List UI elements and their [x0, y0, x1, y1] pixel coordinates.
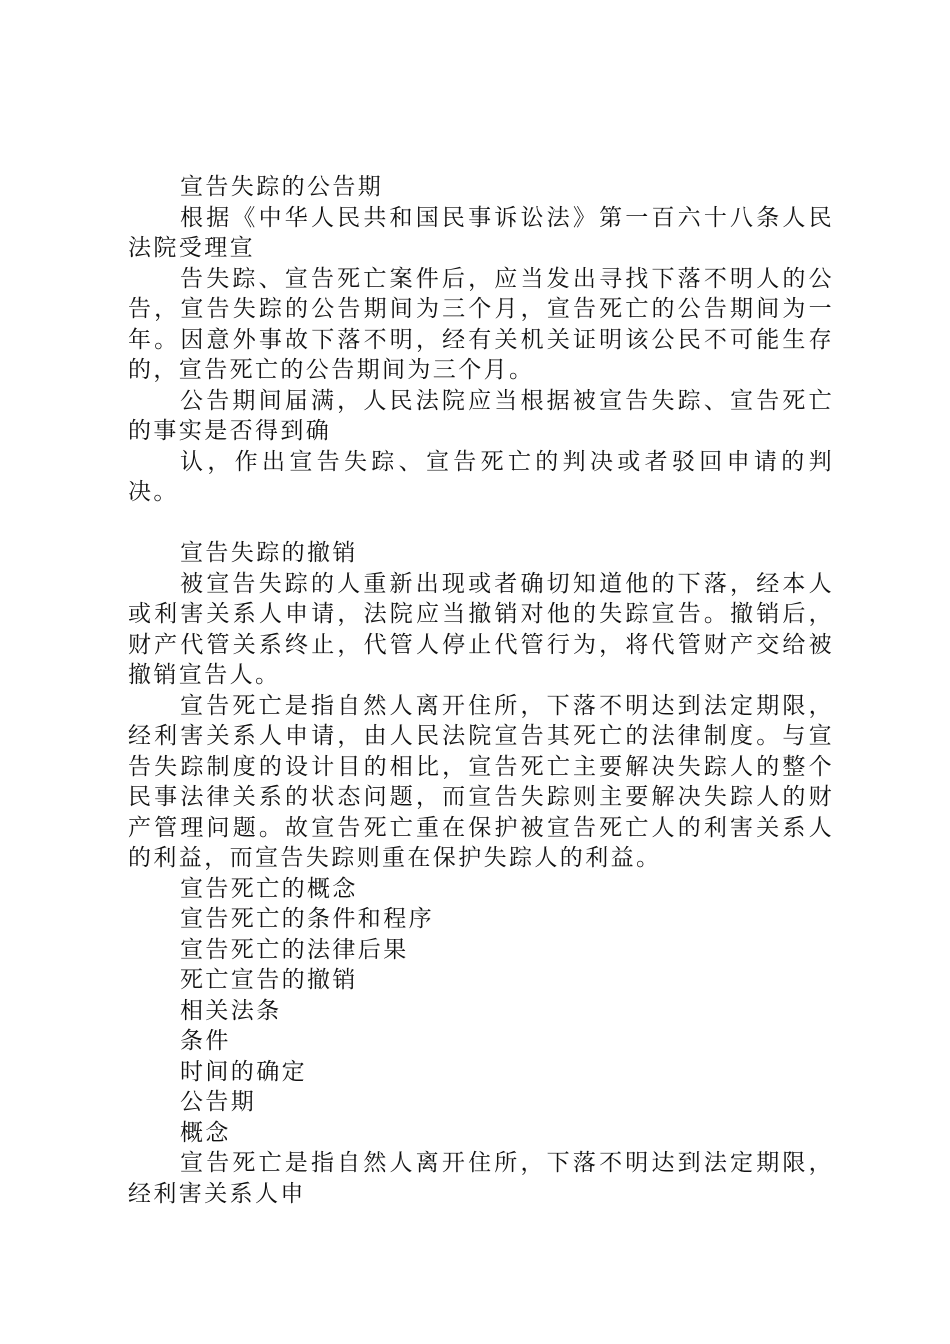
document-body	[128, 172, 834, 1209]
list-item-related-laws: 相关法条	[180, 997, 282, 1024]
list-item-concept: 概念	[180, 1119, 231, 1146]
list-item-death-revocation: 死亡宣告的撤销	[180, 967, 358, 993]
heading-disappearance-notice-period: 宣告失踪的公告期	[180, 174, 384, 200]
paragraph-death-definition-repeat: 宣告死亡是指自然人离开住所，下落不明达到法定期限，经利害关系人申	[128, 1150, 834, 1207]
paragraph-civil-procedure-law: 根据《中华人民共和国民事诉讼法》第一百六十八条人民法院受理宣	[128, 204, 834, 261]
list-item-time-determination: 时间的确定	[180, 1058, 307, 1085]
blank-line	[128, 508, 834, 539]
list-item-death-concept: 宣告死亡的概念	[180, 875, 358, 902]
list-item-death-consequences: 宣告死亡的法律后果	[180, 936, 409, 963]
list-item-conditions: 条件	[180, 1028, 231, 1054]
paragraph-notice-period-details: 告失踪、宣告死亡案件后，应当发出寻找下落不明人的公告，宣告失踪的公告期间为三个月，宣告死亡的公告期间为一年。因意外事故下落不明，经有关机关证明该公民不可能生存的，宣告死亡的公告期间为三个月。	[128, 265, 834, 383]
paragraph-declaration-of-death: 宣告死亡是指自然人离开住所，下落不明达到法定期限，经利害关系人申请，由人民法院宣告其死亡的法律制度。与宣告失踪制度的设计目的相比，宣告死亡主要解决失踪人的整个民事法律关系的状态问题，而宣告失踪则主要解决失踪人的财产管理问题。故宣告死亡重在保护被宣告死亡人的利害关系人的利益，而宣告失踪则重在保护失踪人的利益。	[128, 692, 834, 871]
list-item-notice-period: 公告期	[180, 1089, 257, 1115]
paragraph-revocation-details: 被宣告失踪的人重新出现或者确切知道他的下落，经本人或利害关系人申请，法院应当撤销对他的失踪宣告。撤销后，财产代管关系终止，代管人停止代管行为，将代管财产交给被撤销宣告人。	[128, 570, 834, 688]
paragraph-notice-expiry: 公告期间届满，人民法院应当根据被宣告失踪、宣告死亡的事实是否得到确	[128, 387, 834, 444]
paragraph-judgment: 认，作出宣告失踪、宣告死亡的判决或者驳回申请的判决。	[128, 448, 834, 505]
heading-disappearance-revocation: 宣告失踪的撤销	[180, 540, 358, 566]
list-item-death-conditions: 宣告死亡的条件和程序	[180, 906, 434, 932]
